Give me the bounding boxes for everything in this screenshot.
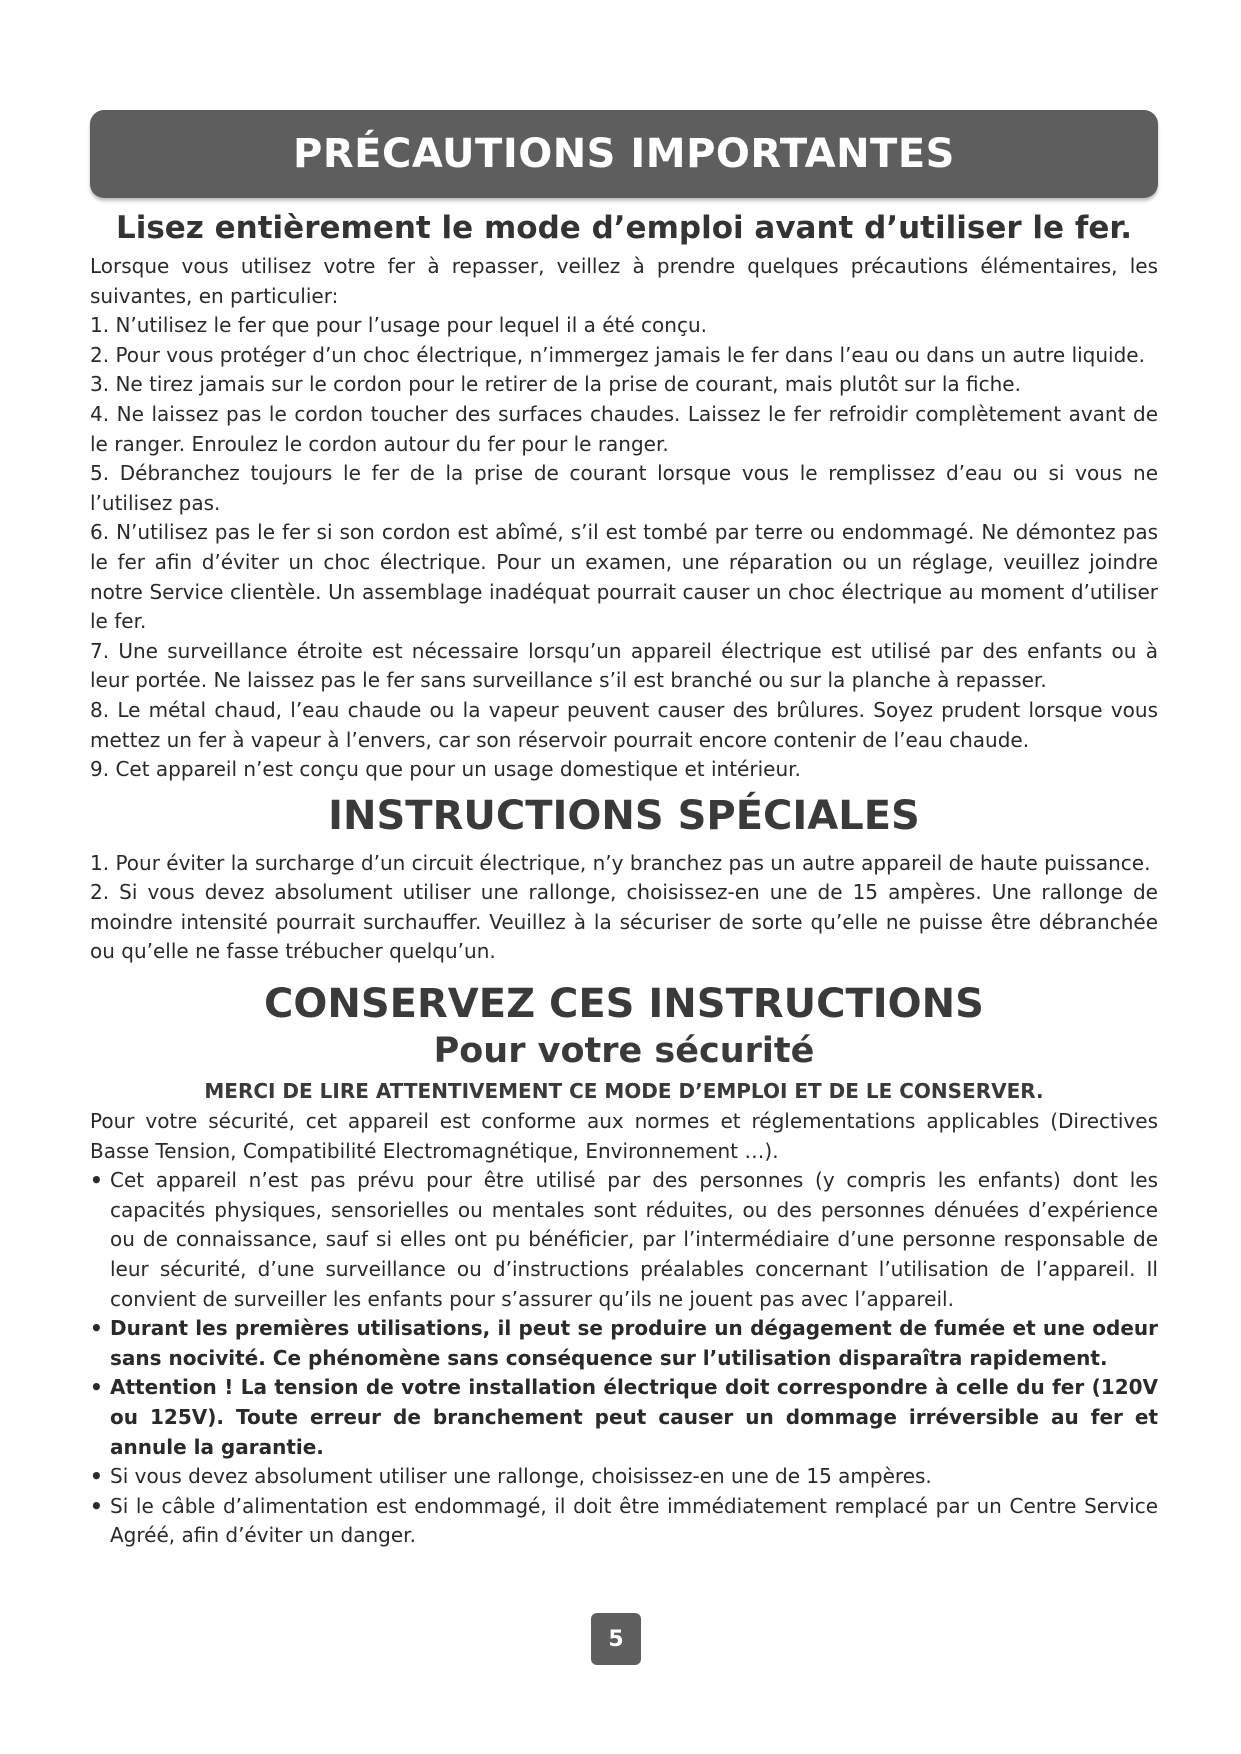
special-item: 1. Pour éviter la surcharge d’un circuit électrique, n’y branchez pas un autre appareil de haute puissance. bbox=[90, 850, 1151, 875]
safety-bullet-list bbox=[90, 1166, 1158, 1551]
special-instructions-heading: INSTRUCTIONS SPÉCIALES bbox=[328, 792, 920, 839]
precaution-item: 3. Ne tirez jamais sur le cordon pour le retirer de la prise de courant, mais plutôt sur la fiche. bbox=[90, 372, 1021, 397]
page-number: 5 bbox=[608, 1626, 624, 1652]
precaution-item: 6. N’utilisez pas le fer si son cordon est abîmé, s’il est tombé par terre ou endommagé. Ne démontez pas le fer afin d’éviter un choc électrique. Pour un examen, une réparation ou un réglage, veuillez joindre notre Service clientèle. Un assemblage inadéquat pourrait causer un choc électrique au moment d’utiliser le fer. bbox=[90, 520, 1158, 634]
safety-heading: Pour votre sécurité bbox=[433, 1031, 815, 1072]
section-banner bbox=[90, 110, 1158, 198]
precaution-item: 7. Une surveillance étroite est nécessaire lorsqu’un appareil électrique est utilisé par des enfants ou à leur portée. Ne laissez pas le fer sans surveillance s’il est branché ou sur la planche à repasser. bbox=[90, 638, 1158, 693]
precaution-item: 1. N’utilisez le fer que pour l’usage pour lequel il a été conçu. bbox=[90, 313, 707, 338]
list-item: • Si vous devez absolument utiliser une rallonge, choisissez-en une de 15 ampères. bbox=[90, 1462, 1158, 1492]
special-item: 2. Si vous devez absolument utiliser une rallonge, choisissez-en une de 15 ampères. Une rallonge de moindre intensité pourrait surchauffer. Veuillez à la sécuriser de sorte qu’elle ne puisse être débranchée ou qu’elle ne fasse trébucher quelqu’un. bbox=[90, 880, 1158, 964]
banner-title: PRÉCAUTIONS IMPORTANTES bbox=[293, 131, 955, 177]
precaution-item: 8. Le métal chaud, l’eau chaude ou la vapeur peuvent causer des brûlures. Soyez prudent lorsque vous mettez un fer à vapeur à l’envers, car son réservoir pourrait encore contenir de l’eau chaude. bbox=[90, 697, 1158, 752]
intro-paragraph: Lorsque vous utilisez votre fer à repasser, veillez à prendre quelques précautions élémentaires, les suivantes, en particulier: bbox=[90, 254, 1158, 308]
list-item: • Attention ! La tension de votre installation électrique doit correspondre à celle du fer (120V ou 125V). Toute erreur de branchement peut causer un dommage irréversible au fer et annule la garantie. bbox=[90, 1373, 1158, 1462]
list-item: • Cet appareil n’est pas prévu pour être utilisé par des personnes (y compris les enfants) dont les capacités physiques, sensorielles ou mentales sont réduites, ou des personnes dénuées d’expérience ou de connaissance, sauf si elles ont pu bénéficier, par l’intermédiaire d’une personne responsable de leur sécurité, d’une surveillance ou d’instructions préalables concernant l’utilisation de l’appareil. Il convient de surveiller les enfants pour s’assurer qu’ils ne jouent pas avec l’appareil. bbox=[90, 1166, 1158, 1314]
precaution-item: 2. Pour vous protéger d’un choc électrique, n’immergez jamais le fer dans l’eau ou dans un autre liquide. bbox=[90, 342, 1145, 367]
read-manual-heading: Lisez entièrement le mode d’emploi avant d’utiliser le fer. bbox=[115, 210, 1133, 246]
manual-page bbox=[90, 110, 1158, 1551]
precaution-item: 9. Cet appareil n’est conçu que pour un usage domestique et intérieur. bbox=[90, 757, 801, 782]
list-item: • Durant les premières utilisations, il peut se produire un dégagement de fumée et une odeur sans nocivité. Ce phénomène sans conséquence sur l’utilisation disparaîtra rapidement. bbox=[90, 1314, 1158, 1373]
conserve-heading: CONSERVEZ CES INSTRUCTIONS bbox=[264, 981, 984, 1028]
page-number-badge bbox=[591, 1613, 641, 1665]
precaution-item: 4. Ne laissez pas le cordon toucher des surfaces chaudes. Laissez le fer refroidir complètement avant de le ranger. Enroulez le cordon autour du fer pour le ranger. bbox=[90, 401, 1158, 456]
list-item: • Si le câble d’alimentation est endommagé, il doit être immédiatement remplacé par un Centre Service Agréé, afin d’éviter un danger. bbox=[90, 1492, 1158, 1551]
precaution-item: 5. Débranchez toujours le fer de la prise de courant lorsque vous le remplissez d’eau ou si vous ne l’utilisez pas. bbox=[90, 461, 1158, 515]
safety-intro: Pour votre sécurité, cet appareil est conforme aux normes et réglementations applicables (Directives Basse Tension, Compatibilité Electromagnétique, Environnement …). bbox=[90, 1109, 1158, 1163]
caps-notice: MERCI DE LIRE ATTENTIVEMENT CE MODE D’EMPLOI ET DE LE CONSERVER. bbox=[204, 1079, 1044, 1104]
